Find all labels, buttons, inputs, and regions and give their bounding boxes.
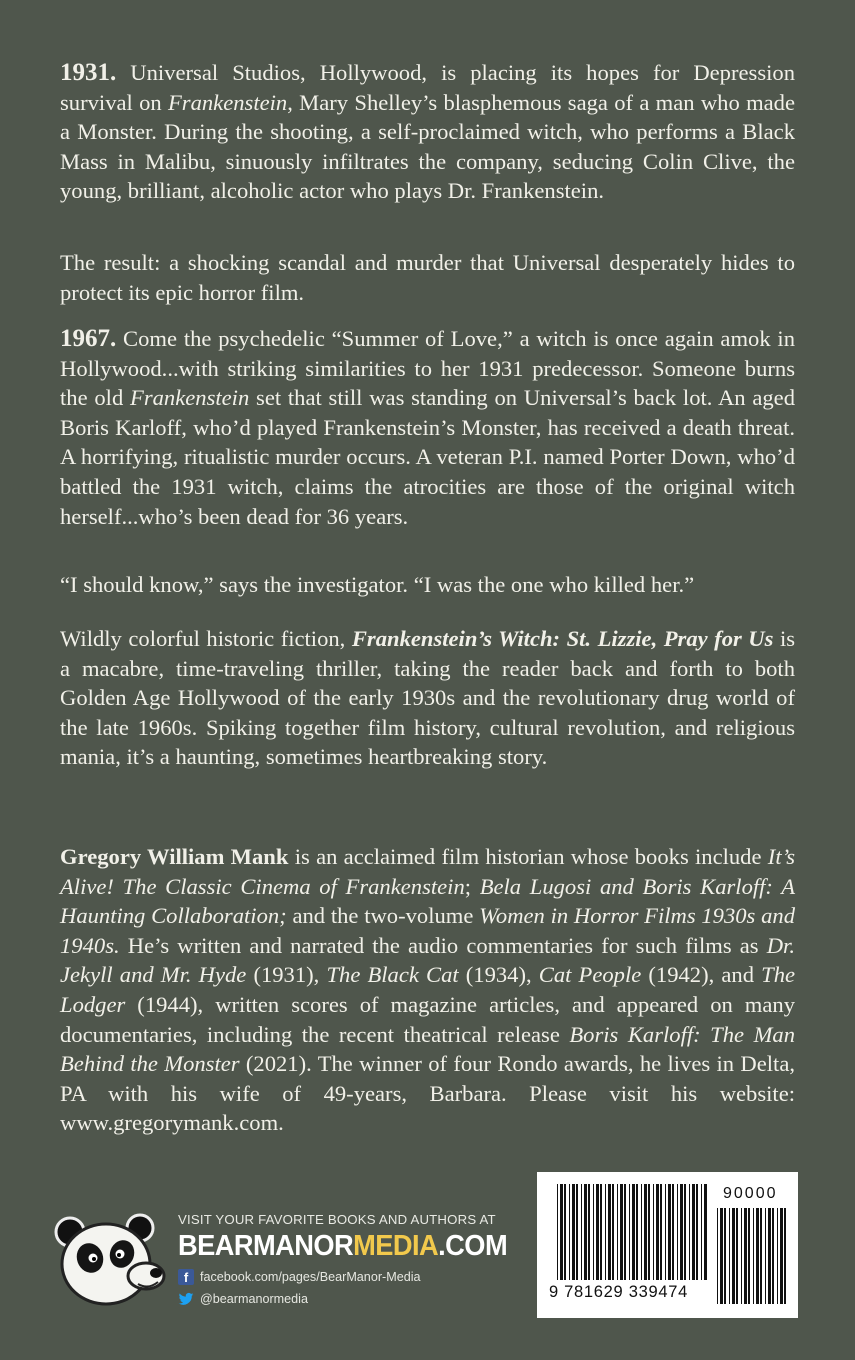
bio-title-jekyll-hyde: Dr. Jekyll and Mr. Hyde [60,932,795,988]
bio-title-lugosi-karloff: Bela Lugosi and Boris Karloff: A Haunting Collaboration; [60,873,795,929]
site-bearmanor: BEARMANOR [178,1230,354,1262]
bio-text-5: (1931), [246,962,327,988]
p5-text-a: Wildly colorful historic fiction, [60,626,352,651]
facebook-icon: f [178,1269,194,1285]
paragraph-summary [60,624,795,772]
bio-title-women-in-horror: Women in Horror Films 1930s and 1940s. [60,903,795,958]
bio-text-1: is an acclaimed film historian whose books include [288,844,768,869]
bio-text-8: (1944), written scores of magazine articles, and appeared on many documentaries, including the recent theatrical release [60,991,795,1047]
isbn-barcode [537,1172,798,1318]
paragraph-quote: “I should know,” says the investigator. “I was the one who killed her.” [60,572,695,597]
visit-tagline: VISIT YOUR FAVORITE BOOKS AND AUTHORS AT [178,1212,496,1227]
bio-title-the-lodger: The Lodger [60,962,796,1017]
bio-title-cat-people: Cat People [538,962,642,988]
p1-title-frankenstein: Frankenstein [167,89,288,115]
price-addon-digits: 90000 [723,1185,778,1202]
site-tld: .COM [438,1230,508,1262]
facebook-url: facebook.com/pages/BearManor-Media [200,1270,421,1284]
publisher-footer [178,1212,528,1307]
facebook-link[interactable] [178,1269,528,1285]
year-1967: 1967. [60,325,117,352]
paragraph-author-bio [60,842,795,1138]
panda-bear-logo-icon [54,1210,166,1310]
bio-text-7: (1942), and [641,962,762,988]
p3-title-frankenstein: Frankenstein [130,385,250,411]
bio-title-its-alive: It’s Alive! The Classic Cinema of Frankenstein [60,844,796,899]
bio-title-karloff-documentary: Boris Karloff: The Man Behind the Monster [60,1021,795,1077]
p1-text-b: , Mary Shelley’s blasphemous saga of a man who made a Monster. During the shooting, a self-proclaimed witch, who performs a Black Mass in Malibu, sinuously infiltrates the company, seducing Colin Clive, the young, brilliant, alcoholic actor who plays Dr. Frankenstein. [60,89,795,204]
p3-text-b: set that still was standing on Universal’s back lot. An aged Boris Karloff, who’d played Frankenstein’s Monster, has received a death threat. A horrifying, ritualistic murder occurs. A veteran P.I. named Porter Down, who’d battled the 1931 witch, claims the atrocities are those of the original witch herself...who’s been dead for 36 years. [60,385,795,529]
twitter-link[interactable] [178,1291,528,1307]
book-title: Frankenstein’s Witch: St. Lizzie, Pray for Us [351,626,774,651]
paragraph-1931 [60,58,795,206]
bio-text-3: and the two-volume [286,903,480,929]
bio-text-9: (2021). The winner of four Rondo awards, he lives in Delta, PA with his wife of 49-years, Barbara. Please visit his website: www.gregorymank.com. [60,1051,795,1136]
paragraph-1967 [60,324,795,531]
year-1931: 1931. [60,59,117,86]
site-media: MEDIA [353,1230,439,1262]
bio-text-2: ; [464,873,480,899]
p3-text-a: Come the psychedelic “Summer of Love,” a witch is once again amok in Hollywood...with striking similarities to her 1931 predecessor. Someone burns the old [60,326,795,411]
bio-text-4: He’s written and narrated the audio commentaries for such films as [119,932,767,958]
twitter-handle: @bearmanormedia [200,1292,308,1306]
bio-text-6: (1934), [458,962,539,988]
publisher-website[interactable] [178,1230,507,1263]
author-name: Gregory William Mank [60,844,289,869]
twitter-bird-icon [178,1291,194,1307]
isbn-digits: 9 781629 339474 [549,1283,688,1301]
paragraph-result: The result: a shocking scandal and murder that Universal desperately hides to protect its epic horror film. [60,250,795,305]
p5-text-b: is a macabre, time-traveling thriller, taking the reader back and forth to both Golden Age Hollywood of the early 1930s and the revolutionary drug world of the late 1960s. Spiking together film history, cultural revolution, and religious mania, it’s a haunting, sometimes heartbreaking story. [60,626,796,770]
p1-text-a: Universal Studios, Hollywood, is placing its hopes for Depression survival on [60,60,795,115]
bio-title-black-cat: The Black Cat [326,962,459,988]
